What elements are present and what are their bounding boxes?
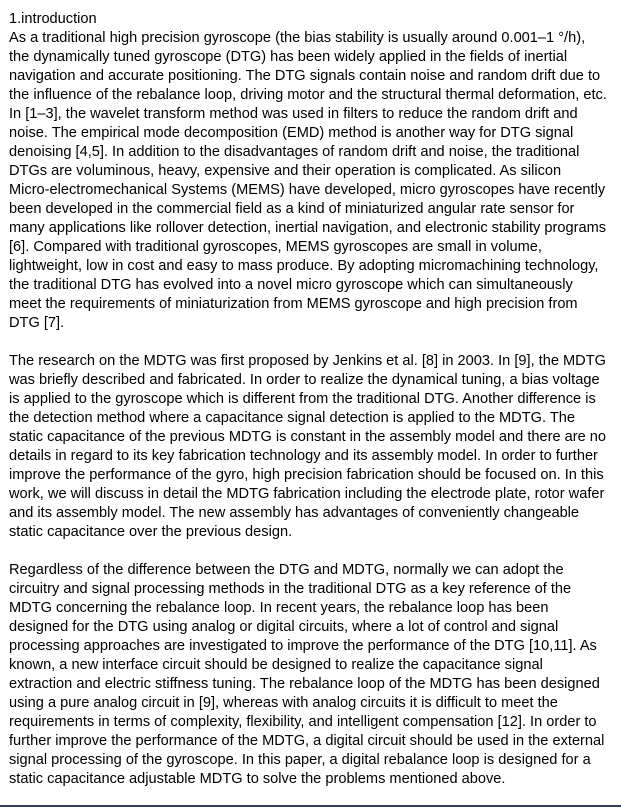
text-line: In [1–3], the wavelet transform method was used in filters to reduce the random drift and xyxy=(9,106,578,122)
text-line: processing approaches are investigated to improve the performance of the DTG [10,11]. As xyxy=(9,638,597,654)
text-line: static capacitance adjustable MDTG to solve the problems mentioned above. xyxy=(9,771,506,787)
text-line: the influence of the rebalance loop, driving motor and the structural thermal deformation, etc. xyxy=(9,87,607,103)
text-line: using a pure analog circuit in [9], whereas with analog circuits it is difficult to meet the xyxy=(9,695,558,711)
text-line: lightweight, low in cost and easy to mass produce. By adopting micromachining technology, xyxy=(9,258,599,274)
text-line: navigation and accurate positioning. The DTG signals contain noise and random drift due to xyxy=(9,68,601,84)
text-line: been developed in the commercial field as a kind of miniaturized angular rate sensor for xyxy=(9,201,575,217)
paragraph xyxy=(9,352,619,542)
text-line: static capacitance of the previous MDTG is constant in the assembly model and there are no xyxy=(9,429,607,445)
text-line: noise. The empirical mode decomposition (EMD) method is another way for DTG signal xyxy=(9,125,574,141)
document-body xyxy=(9,10,619,808)
text-line: known, a new interface circuit should be designed to realize the capacitance signal xyxy=(9,657,543,673)
paragraph xyxy=(9,561,619,789)
text-line: The research on the MDTG was first proposed by Jenkins et al. [8] in 2003. In [9], the MDTG xyxy=(9,353,606,369)
text-line: circuitry and signal processing methods in the traditional DTG as a key reference of the xyxy=(9,581,572,597)
text-line: improve the performance of the gyro, high precision fabrication should be focused on. In this xyxy=(9,467,604,483)
text-line: work, we will discuss in detail the MDTG fabrication including the electrode plate, rotor wafer xyxy=(9,486,605,502)
text-line: As a traditional high precision gyroscope (the bias stability is usually around 0.001–1 °/h), xyxy=(9,30,586,46)
section-heading: 1.introduction xyxy=(9,11,97,27)
text-line: extraction and electric stiffness tuning. The rebalance loop of the MDTG has been designed xyxy=(9,676,600,692)
text-line: [6]. Compared with traditional gyroscopes, MEMS gyroscopes are small in volume, xyxy=(9,239,542,255)
text-line: Micro-electromechanical Systems (MEMS) have developed, micro gyroscopes have recently xyxy=(9,182,606,198)
text-line: requirements in terms of complexity, flexibility, and intelligent compensation [12]. In order to xyxy=(9,714,597,730)
text-line: was briefly described and fabricated. In order to realize the dynamical tuning, a bias voltage xyxy=(9,372,600,388)
text-line: is applied to the gyroscope which is different from the traditional DTG. Another difference is xyxy=(9,391,596,407)
text-line: details in regard to its key fabrication technology and its assembly model. In order to further xyxy=(9,448,598,464)
text-line: MDTG concerning the rebalance loop. In recent years, the rebalance loop has been xyxy=(9,600,549,616)
text-line: the detection method where a capacitance signal detection is applied to the MDTG. The xyxy=(9,410,575,426)
text-line: denoising [4,5]. In addition to the disadvantages of random drift and noise, the traditional xyxy=(9,144,580,160)
text-line: further improve the performance of the MDTG, a digital circuit should be used in the external xyxy=(9,733,605,749)
text-line: meet the requirements of miniaturization from MEMS gyroscope and high precision from xyxy=(9,296,578,312)
paragraph xyxy=(9,29,619,333)
text-line: signal processing of the gyroscope. In this paper, a digital rebalance loop is designed for a xyxy=(9,752,591,768)
text-line: static capacitance over the previous design. xyxy=(9,524,293,540)
text-line: DTG [7]. xyxy=(9,315,65,331)
paragraphs xyxy=(9,29,619,789)
text-line: the dynamically tuned gyroscope (DTG) has been widely applied in the fields of inertial xyxy=(9,49,568,65)
text-line: and its assembly model. The new assembly has advantages of conveniently changeable xyxy=(9,505,580,521)
text-line: DTGs are voluminous, heavy, expensive and their operation is complicated. As silicon xyxy=(9,163,562,179)
text-line: designed for the DTG using analog or digital circuits, where a lot of control and signal xyxy=(9,619,559,635)
text-line: the traditional DTG has evolved into a novel micro gyroscope which can simultaneously xyxy=(9,277,573,293)
text-line: Regardless of the difference between the DTG and MDTG, normally we can adopt the xyxy=(9,562,564,578)
text-line: many applications like rollover detection, inertial navigation, and electronic stability programs xyxy=(9,220,607,236)
